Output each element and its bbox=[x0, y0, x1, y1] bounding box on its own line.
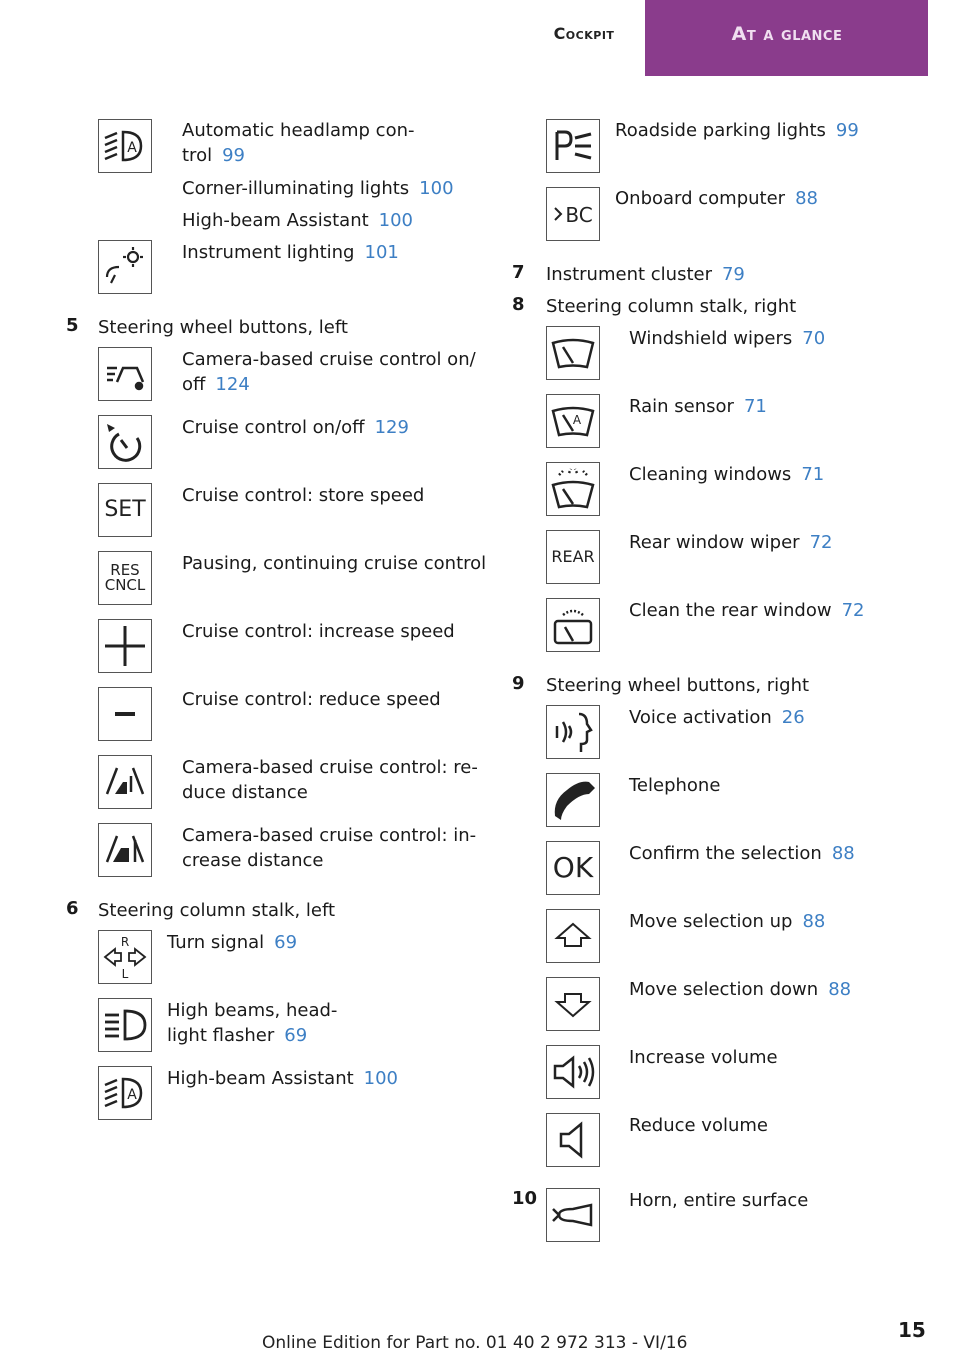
high-beam-icon bbox=[98, 998, 152, 1052]
page-link[interactable]: 88 bbox=[831, 843, 855, 864]
page-link[interactable]: 88 bbox=[802, 911, 826, 932]
page-link[interactable]: 124 bbox=[215, 374, 250, 395]
page-link[interactable]: 99 bbox=[222, 145, 245, 166]
item-label: Turn signal 69 bbox=[167, 932, 298, 953]
item-label: Increase volume bbox=[629, 1047, 778, 1068]
group-number: 6 bbox=[66, 898, 79, 919]
item-label: Cruise control on/off 129 bbox=[182, 417, 409, 438]
footer-edition: Online Edition for Part no. 01 40 2 972 313 - VI/16 bbox=[262, 1333, 688, 1353]
page-link[interactable]: 69 bbox=[274, 932, 298, 953]
item-label: Automatic headlamp con- bbox=[182, 120, 415, 141]
group-number: 10 bbox=[512, 1188, 538, 1209]
item-label: Voice activation 26 bbox=[629, 707, 805, 728]
windshield-wiper-icon bbox=[546, 326, 600, 380]
page-link[interactable]: 72 bbox=[841, 600, 865, 621]
page-link[interactable]: 99 bbox=[835, 120, 859, 141]
item-label: Corner-illuminating lights 100 bbox=[182, 178, 454, 199]
item-label: duce distance bbox=[182, 782, 308, 803]
cncl-label: CNCL bbox=[104, 576, 146, 594]
item-label: Rear window wiper 72 bbox=[629, 532, 833, 553]
group-title: Instrument cluster 79 bbox=[546, 264, 745, 285]
page-link[interactable]: 71 bbox=[743, 396, 767, 417]
item-label: light flasher 69 bbox=[167, 1025, 308, 1046]
item-label: Cruise control: increase speed bbox=[182, 621, 455, 642]
item-label: Confirm the selection 88 bbox=[629, 843, 855, 864]
item-label: trol 99 bbox=[182, 145, 245, 166]
instrument-lighting-icon bbox=[98, 240, 152, 294]
volume-down-icon bbox=[546, 1113, 600, 1167]
group-title: Steering column stalk, right bbox=[546, 296, 797, 317]
item-label: Onboard computer 88 bbox=[615, 188, 818, 209]
item-label: Cruise control: reduce speed bbox=[182, 689, 441, 710]
item-label: High-beam Assistant 100 bbox=[167, 1068, 399, 1089]
svg-text:A: A bbox=[127, 140, 137, 156]
item-label: Roadside parking lights 99 bbox=[615, 120, 859, 141]
item-label: off 124 bbox=[182, 374, 250, 395]
item-label: Camera-based cruise control: re- bbox=[182, 757, 478, 778]
item-label: Instrument lighting 101 bbox=[182, 242, 399, 263]
res-label: RES bbox=[110, 561, 140, 579]
page-link[interactable]: 100 bbox=[419, 178, 454, 199]
group-number: 7 bbox=[512, 262, 525, 283]
group-number: 8 bbox=[512, 294, 525, 315]
item-label: Camera-based cruise control: in- bbox=[182, 825, 477, 846]
high-beam-assistant-icon bbox=[98, 1066, 152, 1120]
turn-signal-icon bbox=[98, 930, 152, 984]
page-link[interactable]: 71 bbox=[801, 464, 825, 485]
page-link[interactable]: 88 bbox=[795, 188, 818, 209]
ok-button-icon bbox=[546, 841, 600, 895]
item-label: High-beam Assistant 100 bbox=[182, 210, 414, 231]
page-link[interactable]: 70 bbox=[802, 328, 826, 349]
page-link[interactable]: 100 bbox=[363, 1068, 399, 1089]
horn-icon bbox=[546, 1188, 600, 1242]
chapter-tab-label: At a glance bbox=[667, 0, 907, 52]
item-label: Pausing, continuing cruise control bbox=[182, 553, 487, 574]
svg-text:A: A bbox=[127, 1087, 137, 1103]
page-link[interactable]: 100 bbox=[378, 210, 414, 231]
item-label: Clean the rear window 72 bbox=[629, 600, 865, 621]
page-link[interactable]: 79 bbox=[721, 264, 745, 285]
l-label: L bbox=[121, 967, 129, 981]
svg-text:A: A bbox=[572, 413, 582, 427]
item-label: Camera-based cruise control on/ bbox=[182, 349, 476, 370]
chapter-tab bbox=[645, 0, 928, 76]
rear-label: REAR bbox=[551, 547, 595, 566]
item-label: Cleaning windows 71 bbox=[629, 464, 825, 485]
telephone-icon bbox=[546, 773, 600, 827]
plus-icon bbox=[98, 619, 152, 673]
arrow-up-icon bbox=[546, 909, 600, 963]
item-label: Move selection up 88 bbox=[629, 911, 826, 932]
page-link[interactable]: 101 bbox=[364, 242, 399, 263]
group-number: 5 bbox=[66, 315, 79, 336]
page-link[interactable]: 88 bbox=[828, 979, 852, 1000]
page-link[interactable]: 69 bbox=[284, 1025, 308, 1046]
set-button-icon bbox=[98, 483, 152, 537]
item-label: Rain sensor 71 bbox=[629, 396, 767, 417]
page-link[interactable]: 26 bbox=[781, 707, 805, 728]
item-label: Cruise control: store speed bbox=[182, 485, 425, 506]
volume-up-icon bbox=[546, 1045, 600, 1099]
res-cncl-button-icon bbox=[98, 551, 152, 605]
arrow-down-icon bbox=[546, 977, 600, 1031]
washer-icon bbox=[546, 462, 600, 516]
rear-washer-icon bbox=[546, 598, 600, 652]
bc-label: BC bbox=[565, 203, 593, 227]
section-title: Cockpit bbox=[553, 24, 615, 43]
page-number: 15 bbox=[898, 1318, 926, 1342]
group-title: Steering wheel buttons, right bbox=[546, 675, 810, 696]
page-link[interactable]: 72 bbox=[809, 532, 833, 553]
set-label: SET bbox=[104, 497, 146, 522]
cruise-control-icon bbox=[98, 415, 152, 469]
rear-wiper-icon bbox=[546, 530, 600, 584]
camera-cruise-icon bbox=[98, 347, 152, 401]
r-label: R bbox=[120, 935, 130, 949]
parking-lights-icon bbox=[546, 119, 600, 173]
ok-label: OK bbox=[552, 851, 594, 884]
item-label: Windshield wipers 70 bbox=[629, 328, 826, 349]
item-label: Move selection down 88 bbox=[629, 979, 852, 1000]
group-number: 9 bbox=[512, 673, 525, 694]
minus-icon bbox=[98, 687, 152, 741]
item-label: Reduce volume bbox=[629, 1115, 768, 1136]
page-link[interactable]: 129 bbox=[374, 417, 409, 438]
onboard-computer-icon bbox=[546, 187, 600, 241]
group-title: Steering wheel buttons, left bbox=[98, 317, 348, 338]
item-label: Horn, entire surface bbox=[629, 1190, 809, 1211]
item-label: High beams, head- bbox=[167, 1000, 338, 1021]
rain-sensor-icon bbox=[546, 394, 600, 448]
item-label: crease distance bbox=[182, 850, 324, 871]
reduce-distance-icon bbox=[98, 755, 152, 809]
voice-activation-icon bbox=[546, 705, 600, 759]
increase-distance-icon bbox=[98, 823, 152, 877]
group-title: Steering column stalk, left bbox=[98, 900, 336, 921]
item-label: Telephone bbox=[629, 775, 721, 796]
auto-headlamp-icon bbox=[98, 119, 152, 173]
